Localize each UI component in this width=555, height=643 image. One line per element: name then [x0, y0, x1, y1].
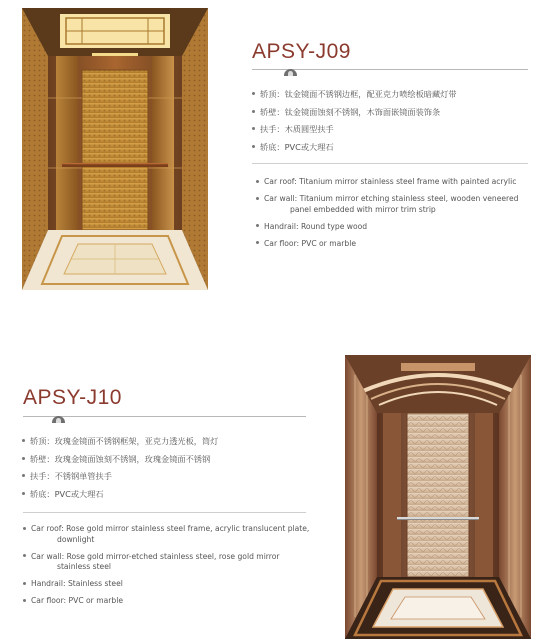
spec-item-en: Car roof: Titanium mirror stainless steel frame with painted acrylic [256, 177, 546, 188]
model-title-j10: APSY-J10 [23, 386, 122, 409]
spec-item-en: Car wall: Titanium mirror etching stainless steel, wooden veneered panel embedded with mirror trim strip [256, 194, 546, 215]
spec-list-zh-j09 [252, 86, 457, 156]
spec-item-en: Car floor: PVC or marble [256, 239, 546, 250]
spec-item-zh: 轿壁：钛金镜面蚀刻不锈钢，木饰面嵌镜面装饰条 [252, 104, 457, 122]
spec-item-zh: 轿顶：玫瑰金镜面不锈钢框架，亚克力透光板，筒灯 [22, 433, 218, 451]
spec-item-zh: 扶手：不锈钢单管扶手 [22, 468, 218, 486]
spec-item-en: Car wall: Rose gold mirror-etched stainless steel, rose gold mirror stainless steel [23, 552, 323, 573]
spec-item-zh: 扶手：木质圆型扶手 [252, 121, 457, 139]
section-marker-icon [284, 69, 297, 76]
divider-j10-lower [23, 512, 306, 513]
spec-item-en: Car floor: PVC or marble [23, 596, 323, 607]
divider-j10 [23, 416, 306, 417]
spec-item-en: Handrail: Round type wood [256, 222, 546, 233]
spec-item-en: Car roof: Rose gold mirror stainless steel frame, acrylic translucent plate, downlight [23, 524, 323, 545]
elevator-photo-j10 [345, 355, 531, 639]
spec-item-zh: 轿底：PVC或大理石 [22, 486, 218, 504]
spec-list-en-j09 [256, 177, 546, 256]
spec-item-en: Handrail: Stainless steel [23, 579, 323, 590]
spec-item-zh: 轿顶：钛金镜面不锈钢边框，配亚克力喷绘板暗藏灯带 [252, 86, 457, 104]
spec-list-en-j10 [23, 524, 323, 613]
spec-item-zh: 轿底：PVC或大理石 [252, 139, 457, 157]
spec-item-zh: 轿壁：玫瑰金镜面蚀刻不锈钢，玫瑰金镜面不锈钢 [22, 451, 218, 469]
divider-j09-lower [252, 163, 528, 164]
model-title-j09: APSY-J09 [252, 40, 351, 63]
elevator-photo-j09 [22, 8, 208, 290]
spec-list-zh-j10 [22, 433, 218, 503]
section-marker-icon [52, 416, 65, 423]
